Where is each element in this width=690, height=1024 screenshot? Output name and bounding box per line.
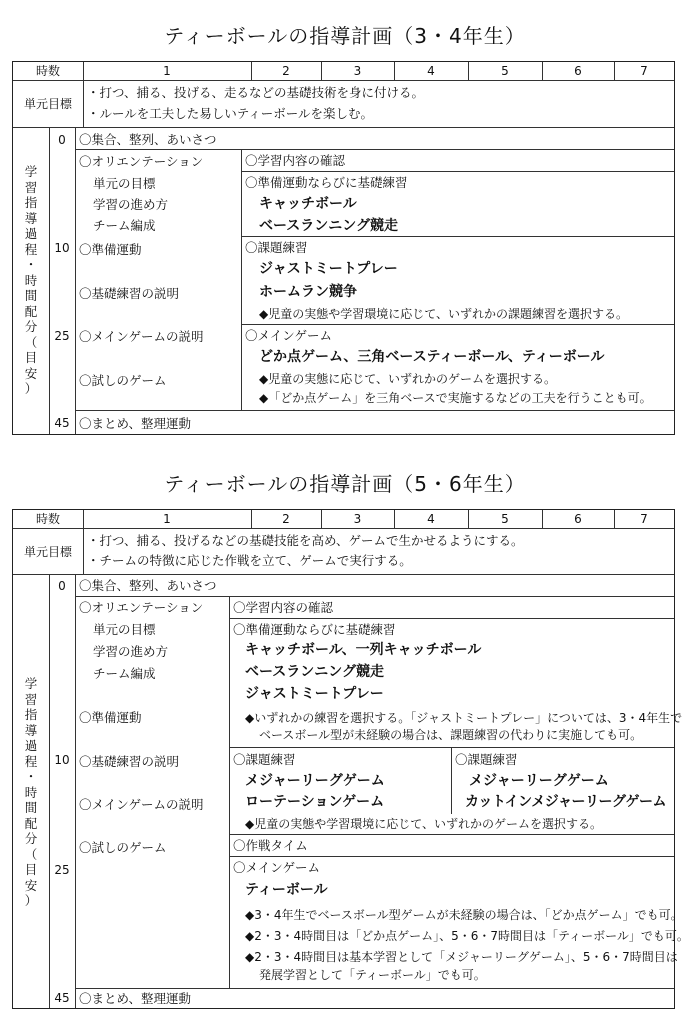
main-games: ティーボール xyxy=(245,882,328,898)
practice-a-item: ローテーションゲーム xyxy=(245,794,385,810)
left-main-explain: 〇メインゲームの説明 xyxy=(79,797,204,812)
col-7: 7 xyxy=(640,64,648,78)
left-main-explain: 〇メインゲームの説明 xyxy=(79,329,204,344)
goal-1: ・打つ、捕る、投げるなどの基礎技能を高め、ゲームで生かせるようにする。 xyxy=(87,533,524,548)
col-1: 1 xyxy=(163,64,171,78)
col-2: 2 xyxy=(282,64,290,78)
practice-note: ◆児童の実態や学習環境に応じて、いずれかのゲームを選択する。 xyxy=(245,817,602,831)
right-main: 〇メインゲーム xyxy=(245,328,333,343)
right-warmup: 〇準備運動ならびに基礎練習 xyxy=(245,175,408,190)
time-0: 0 xyxy=(58,579,66,593)
side-label: 学 習 指 導 過 程 ・ 時 間 配 分 （ 目 安 ） xyxy=(24,164,38,396)
warmup-item: キャッチボール xyxy=(259,196,357,212)
warmup-item: ジャストミートプレー xyxy=(245,686,384,702)
practice-item: ジャストミートプレー xyxy=(259,261,398,277)
practice-b-item: メジャーリーグゲーム xyxy=(469,773,609,789)
left-trial-game: 〇試しのゲーム xyxy=(79,373,167,388)
practice-a-item: メジャーリーグゲーム xyxy=(245,773,385,789)
time-10: 10 xyxy=(54,241,70,255)
time-25: 25 xyxy=(54,863,70,877)
time-0: 0 xyxy=(58,133,66,147)
time-45: 45 xyxy=(54,991,70,1005)
left-warmup: 〇準備運動 xyxy=(79,710,142,725)
time-45: 45 xyxy=(54,416,70,430)
left-warmup: 〇準備運動 xyxy=(79,242,142,257)
warmup-item: ベースランニング競走 xyxy=(245,664,385,680)
goal-2: ・ルールを工夫した易しいティーボールを楽しむ。 xyxy=(87,106,374,121)
col-6: 6 xyxy=(574,512,582,526)
col-2: 2 xyxy=(282,512,290,526)
left-assembly: 〇集合、整列、あいさつ xyxy=(79,578,217,593)
plan1-title: ティーボールの指導計画（3・4年生） xyxy=(164,24,526,48)
left-team: チーム編成 xyxy=(93,218,156,233)
main-note: 発展学習として「ティーボール」でも可。 xyxy=(259,968,486,982)
col-1: 1 xyxy=(163,512,171,526)
col-5: 5 xyxy=(501,64,509,78)
col-7: 7 xyxy=(640,512,648,526)
goal-label: 単元目標 xyxy=(23,97,72,111)
left-team: チーム編成 xyxy=(93,666,156,681)
practice-item: ホームラン競争 xyxy=(259,284,357,300)
col-6: 6 xyxy=(574,64,582,78)
left-closing: 〇まとめ、整理運動 xyxy=(79,416,192,431)
warmup-item: キャッチボール、一列キャッチボール xyxy=(245,642,482,658)
left-assembly: 〇集合、整列、あいさつ xyxy=(79,132,217,147)
practice-b: 〇課題練習 xyxy=(455,752,518,767)
main-games: どか点ゲーム、三角ベースティーボール、ティーボール xyxy=(259,349,605,365)
warmup-note: ◆いずれかの練習を選択する。「ジャストミートプレー」については、3・4年生で xyxy=(245,711,683,725)
left-goal: 単元の目標 xyxy=(93,622,156,637)
main-note: ◆2・3・4時間目は「どか点ゲーム」、5・6・7時間目は「ティーボール」でも可。 xyxy=(245,929,689,943)
plan1-table xyxy=(12,61,675,435)
left-goal: 単元の目標 xyxy=(93,176,156,191)
plan2-title: ティーボールの指導計画（5・6年生） xyxy=(164,472,526,496)
warmup-item: ベースランニング競走 xyxy=(259,218,399,234)
main-note: ◆3・4年生でベースボール型ゲームが未経験の場合は、「どか点ゲーム」でも可。 xyxy=(245,908,683,922)
right-strategy: 〇作戦タイム xyxy=(233,838,308,853)
right-warmup: 〇準備運動ならびに基礎練習 xyxy=(233,622,396,637)
left-trial-game: 〇試しのゲーム xyxy=(79,840,167,855)
main-note: ◆2・3・4時間目は基本学習として「メジャーリーグゲーム」、5・6・7時間目は xyxy=(245,950,678,964)
practice-note: ◆児童の実態や学習環境に応じて、いずれかの課題練習を選択する。 xyxy=(259,307,628,321)
left-howto: 学習の進め方 xyxy=(93,644,169,659)
time-10: 10 xyxy=(54,753,70,767)
col-3: 3 xyxy=(353,512,362,526)
left-basic-explain: 〇基礎練習の説明 xyxy=(79,754,180,769)
left-closing: 〇まとめ、整理運動 xyxy=(79,991,192,1006)
right-confirm: 〇学習内容の確認 xyxy=(233,600,334,615)
time-25: 25 xyxy=(54,329,70,343)
col-4: 4 xyxy=(427,64,435,78)
right-main: 〇メインゲーム xyxy=(233,860,321,875)
hours-label: 時数 xyxy=(35,512,60,526)
hours-label: 時数 xyxy=(35,64,60,78)
warmup-note: ベースボール型が未経験の場合は、課題練習の代わりに実施しても可。 xyxy=(259,728,643,742)
right-practice: 〇課題練習 xyxy=(245,240,308,255)
goal-label: 単元目標 xyxy=(23,545,72,559)
plan2-table xyxy=(12,509,689,1009)
left-orientation: 〇オリエンテーション xyxy=(79,154,204,169)
side-label: 学 習 指 導 過 程 ・ 時 間 配 分 （ 目 安 ） xyxy=(24,676,38,908)
left-orientation: 〇オリエンテーション xyxy=(79,600,204,615)
right-confirm: 〇学習内容の確認 xyxy=(245,153,346,168)
main-note: ◆児童の実態に応じて、いずれかのゲームを選択する。 xyxy=(259,372,556,386)
goal-2: ・チームの特徴に応じた作戦を立て、ゲームで実行する。 xyxy=(87,553,412,568)
main-note: ◆「どか点ゲーム」を三角ベースで実施するなどの工夫を行うことも可。 xyxy=(259,391,652,405)
left-howto: 学習の進め方 xyxy=(93,197,169,212)
left-basic-explain: 〇基礎練習の説明 xyxy=(79,286,180,301)
col-5: 5 xyxy=(501,512,509,526)
col-3: 3 xyxy=(353,64,362,78)
col-4: 4 xyxy=(427,512,435,526)
practice-a: 〇課題練習 xyxy=(233,752,296,767)
practice-b-item: カットインメジャーリーグゲーム xyxy=(465,794,666,810)
goal-1: ・打つ、捕る、投げる、走るなどの基礎技術を身に付ける。 xyxy=(87,85,425,100)
